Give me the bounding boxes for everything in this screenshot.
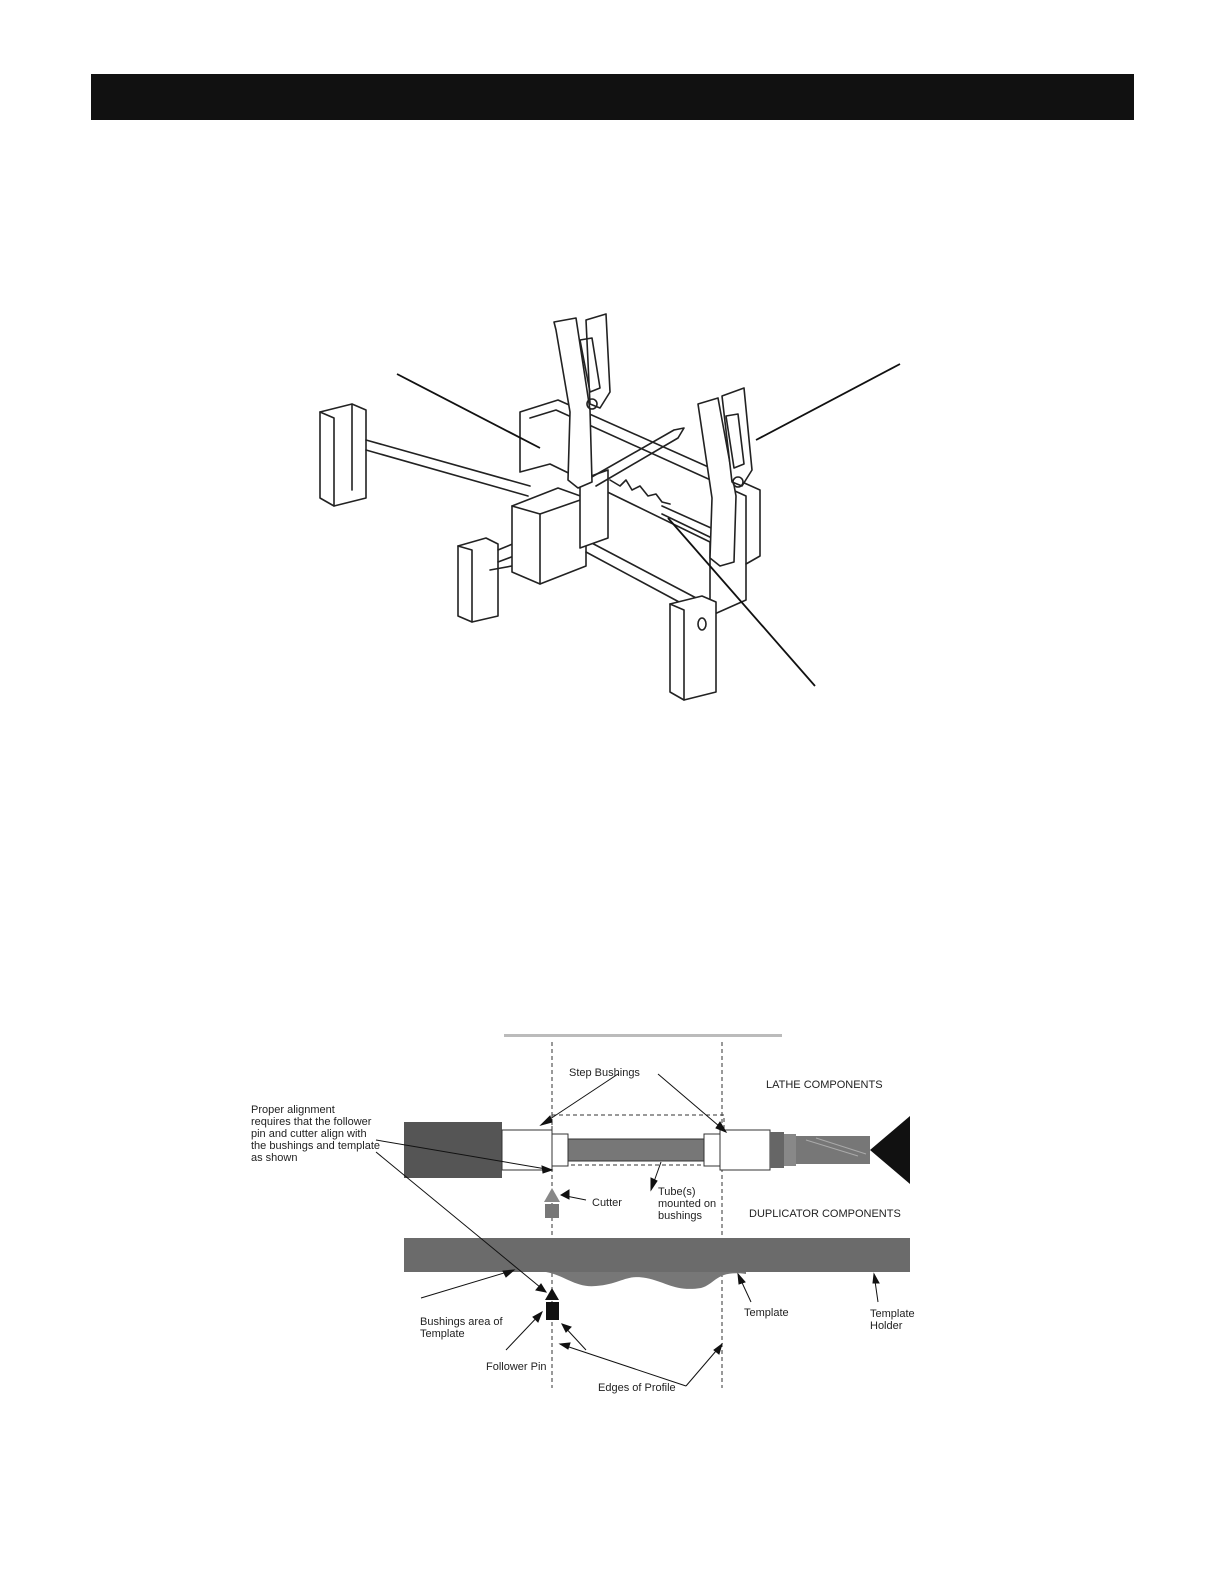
- alignment-diagram: [246, 1030, 1046, 1405]
- label-follower-pin: Follower Pin: [486, 1361, 547, 1373]
- clamp-fixture-illustration: [290, 300, 930, 720]
- label-duplicator-components: DUPLICATOR COMPONENTS: [749, 1208, 901, 1220]
- title-smudge: [504, 1034, 782, 1037]
- svg-text:pin and cutter align with: pin and cutter align with: [251, 1128, 367, 1140]
- svg-text:Template: Template: [420, 1328, 465, 1340]
- svg-text:requires that the follower: requires that the follower: [251, 1116, 372, 1128]
- svg-text:mounted on: mounted on: [658, 1198, 717, 1210]
- svg-text:Holder: Holder: [870, 1320, 903, 1332]
- svg-text:Proper alignment: Proper alignment: [251, 1104, 335, 1116]
- svg-text:Tube(s): Tube(s): [658, 1186, 696, 1198]
- label-step-bushings: Step Bushings: [569, 1067, 640, 1079]
- header-bar: [91, 74, 1134, 120]
- svg-text:the bushings and template: the bushings and template: [251, 1140, 381, 1152]
- svg-text:Template: Template: [870, 1308, 915, 1320]
- label-lathe-components: LATHE COMPONENTS: [766, 1079, 883, 1091]
- label-edges-of-profile: Edges of Profile: [598, 1382, 676, 1394]
- svg-text:bushings: bushings: [658, 1210, 703, 1222]
- svg-text:as shown: as shown: [251, 1152, 298, 1164]
- svg-text:Bushings area of: Bushings area of: [420, 1316, 503, 1328]
- label-template: Template: [744, 1307, 789, 1319]
- label-cutter: Cutter: [592, 1197, 622, 1209]
